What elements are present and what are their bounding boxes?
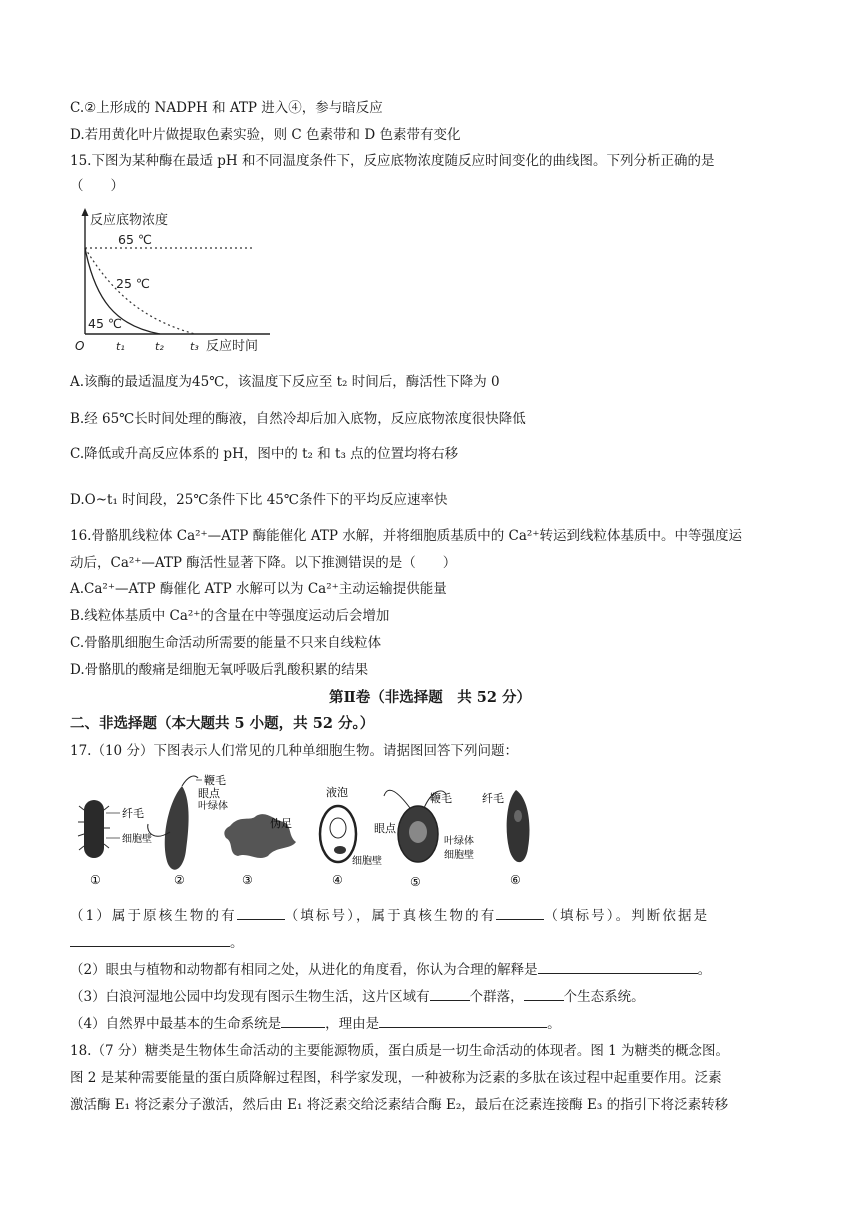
answer-blank-eukaryotes[interactable] bbox=[496, 905, 544, 920]
q17-sub3-part-c: 个生态系统。 bbox=[563, 989, 645, 1005]
tick-label-t1: t₁ bbox=[116, 340, 125, 353]
origin-label: O bbox=[75, 339, 85, 353]
q15-option-b: B.经 65℃长时间处理的酶液，自然冷却后加入底物，反应底物浓度很快降低 bbox=[70, 411, 526, 427]
q16-option-a: A.Ca²⁺—ATP 酶催化 ATP 水解可以为 Ca²⁺主动运输提供能量 bbox=[70, 581, 447, 597]
answer-blank-basic-system[interactable] bbox=[281, 1013, 325, 1028]
q17-sub1-part-a: （1）属于原核生物的有 bbox=[70, 908, 237, 924]
q15-answer-paren: （ ） bbox=[70, 178, 124, 194]
q15-option-a: A.该酶的最适温度为45℃，该温度下反应至 t₂ 时间后，酶活性下降为 0 bbox=[70, 374, 500, 390]
q17-sub1-part-b: （填标号），属于真核生物的有 bbox=[284, 908, 497, 924]
y-axis-arrow bbox=[82, 208, 89, 216]
q17-sub3-part-b: 个群落， bbox=[469, 989, 524, 1005]
organism-2-euglena bbox=[148, 773, 228, 887]
label-cell-wall-1: 细胞壁 bbox=[122, 834, 152, 845]
answer-blank-prokaryotes[interactable] bbox=[237, 905, 285, 920]
series-label-25c: 25 ℃ bbox=[116, 276, 150, 291]
label-cell-wall-3: 细胞壁 bbox=[444, 850, 474, 861]
q14-option-d: D.若用黄化叶片做提取色素实验，则 C 色素带和 D 色素带有变化 bbox=[70, 127, 461, 143]
label-cell-wall-2: 细胞壁 bbox=[352, 856, 382, 867]
q17-sub1-part-c: （填标号）。判断依据是 bbox=[544, 908, 710, 924]
organism-4-yeast bbox=[320, 785, 382, 887]
number-2: ② bbox=[174, 873, 185, 887]
single-cell-organisms-figure bbox=[70, 772, 540, 896]
answer-blank-ecosystem[interactable] bbox=[524, 986, 564, 1001]
organism-1-bacterium bbox=[78, 800, 152, 887]
label-flagellum: 鞭毛 bbox=[204, 774, 226, 787]
label-cilia-2: 纤毛 bbox=[482, 792, 504, 805]
organism-5-chlamydomonas bbox=[374, 790, 474, 889]
q18-line1: 18.（7 分）糖类是生物体生命活动的主要能源物质，蛋白质是一切生命活动的体现者。图 1 为糖类的概念图。 bbox=[70, 1043, 730, 1059]
q15-option-d: D.O~t₁ 时间段，25℃条件下比 45℃条件下的平均反应速率快 bbox=[70, 492, 448, 508]
q15-stem: 15.下图为某种酶在最适 pH 和不同温度条件下，反应底物浓度随反应时间变化的曲线图。下列分析正确的是 bbox=[70, 153, 715, 169]
number-3: ③ bbox=[242, 873, 253, 887]
q18-line3: 激活酶 E₁ 将泛素分子激活，然后由 E₁ 将泛素交给泛素结合酶 E₂，最后在泛素连接酶 E₃ 的指引下将泛素转移 bbox=[70, 1097, 729, 1113]
organism-6-paramecium bbox=[482, 790, 530, 887]
q17-sub2-end: 。 bbox=[697, 962, 712, 978]
q17-sub4-part-a: （4）自然界中最基本的生命系统是 bbox=[70, 1016, 282, 1032]
q17-sub4 bbox=[70, 1013, 561, 1034]
organism-3-amoeba bbox=[224, 814, 296, 887]
answer-blank-explanation[interactable] bbox=[538, 959, 698, 974]
q17-sub3 bbox=[70, 986, 645, 1007]
q17-sub1-end: 。 bbox=[230, 935, 244, 951]
label-eyespot-1: 眼点 bbox=[198, 787, 220, 800]
number-6: ⑥ bbox=[510, 873, 521, 887]
x-axis-label: 反应时间 bbox=[206, 339, 259, 354]
number-5: ⑤ bbox=[410, 875, 421, 889]
label-flagellum-2: 鞭毛 bbox=[430, 792, 452, 805]
q16-stem-line1: 16.骨骼肌线粒体 Ca²⁺—ATP 酶能催化 ATP 水解，并将细胞质基质中的 Ca²⁺转运到线粒体基质中。中等强度运 bbox=[70, 528, 742, 544]
part2-title: 第Ⅱ卷（非选择题 共 52 分） bbox=[329, 689, 531, 706]
answer-blank-basis[interactable] bbox=[70, 932, 230, 947]
q17-stem: 17.（10 分）下图表示人们常见的几种单细胞生物。请据图回答下列问题： bbox=[70, 743, 518, 759]
q17-sub2-text: （2）眼虫与植物和动物都有相同之处，从进化的角度看，你认为合理的解释是 bbox=[70, 962, 538, 978]
q14-option-c: C.②上形成的 NADPH 和 ATP 进入④，参与暗反应 bbox=[70, 100, 383, 116]
q16-option-d: D.骨骼肌的酸痛是细胞无氧呼吸后乳酸积累的结果 bbox=[70, 662, 369, 678]
label-pseudopod: 伪足 bbox=[270, 817, 292, 830]
q18-line2: 图 2 是某种需要能量的蛋白质降解过程图，科学家发现，一种被称为泛素的多肽在该过程中起重要作用。泛素 bbox=[70, 1070, 722, 1086]
q15-option-c: C.降低或升高反应体系的 pH，图中的 t₂ 和 t₃ 点的位置均将右移 bbox=[70, 446, 459, 462]
series-label-65c: 65 ℃ bbox=[118, 232, 152, 247]
tick-label-t2: t₂ bbox=[155, 340, 164, 353]
enzyme-reaction-chart bbox=[70, 204, 290, 362]
answer-blank-reason[interactable] bbox=[379, 1013, 547, 1028]
label-vacuole: 液泡 bbox=[326, 786, 348, 799]
q16-option-b: B.线粒体基质中 Ca²⁺的含量在中等强度运动后会增加 bbox=[70, 608, 390, 624]
number-1: ① bbox=[90, 873, 101, 887]
section-heading: 二、非选择题（本大题共 5 小题，共 52 分。） bbox=[70, 715, 375, 732]
label-cilia: 纤毛 bbox=[122, 807, 144, 820]
q17-sub1-line1 bbox=[70, 905, 709, 926]
label-chloroplast-2: 叶绿体 bbox=[444, 836, 474, 847]
q16-option-c: C.骨骼肌细胞生命活动所需要的能量不只来自线粒体 bbox=[70, 635, 382, 651]
answer-blank-community[interactable] bbox=[430, 986, 470, 1001]
q17-sub3-part-a: （3）白浪河湿地公园中均发现有图示生物生活，这片区域有 bbox=[70, 989, 430, 1005]
label-eyespot-2: 眼点 bbox=[374, 822, 396, 835]
label-chloroplast-1: 叶绿体 bbox=[198, 801, 228, 812]
q17-sub2 bbox=[70, 959, 711, 980]
tick-label-t3: t₃ bbox=[190, 340, 199, 353]
q17-sub4-end: 。 bbox=[547, 1016, 561, 1032]
number-4: ④ bbox=[332, 873, 343, 887]
y-axis-label: 反应底物浓度 bbox=[90, 213, 169, 228]
q17-sub4-part-b: ，理由是 bbox=[325, 1016, 380, 1032]
q16-stem-line2: 动后，Ca²⁺—ATP 酶活性显著下降。以下推测错误的是（ ） bbox=[70, 555, 457, 571]
q17-sub1-line2 bbox=[70, 932, 244, 953]
series-label-45c: 45 ℃ bbox=[88, 316, 122, 331]
